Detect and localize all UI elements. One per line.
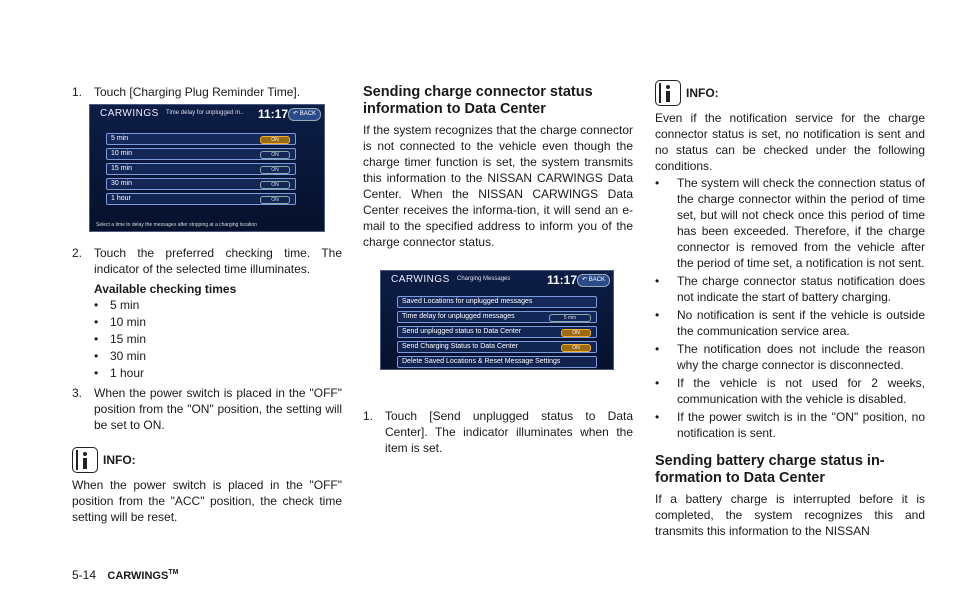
option-10-min[interactable] [106, 148, 296, 160]
value-badge: 5 min [549, 314, 591, 322]
column-middle [363, 84, 633, 250]
info-label: INFO: [103, 453, 136, 467]
column-left-lower [72, 245, 342, 525]
step-number: 1. [363, 409, 374, 423]
back-label: BACK [588, 277, 606, 283]
screen-subtitle: Charging Messages [457, 276, 511, 282]
list-item [655, 307, 925, 339]
step-2-touch-time [72, 245, 342, 277]
option-label: 15 min [111, 165, 133, 172]
list-item [655, 409, 925, 441]
screen-clock: 11:17 [547, 273, 578, 287]
screen-reminder-time [89, 104, 325, 232]
trademark: TM [168, 569, 179, 576]
indicator-icon: ON [260, 166, 290, 174]
step-1-send-unplugged [363, 408, 633, 456]
step-3-power-switch [72, 385, 342, 433]
screen-clock: 11:17 [258, 107, 289, 121]
back-label: BACK [299, 111, 317, 117]
list-item [655, 175, 925, 271]
info-text: Even if the notification service for the charge connector status is set, no notification is sent and no status can be checked under the following conditions. [655, 111, 925, 173]
option-30-min[interactable] [106, 178, 296, 190]
list-item [94, 365, 342, 381]
column-left [72, 84, 342, 100]
info-heading [655, 80, 925, 106]
menu-label: Time delay for unplugged messages [402, 313, 515, 320]
indicator-icon: ON [561, 344, 591, 352]
info-icon [655, 80, 681, 106]
indicator-icon: ON [561, 329, 591, 337]
screen-header [381, 271, 613, 289]
list-item-text: If the vehicle is not used for 2 weeks, communication with the vehicle is disabled. [677, 376, 925, 406]
screen-brand: CARWINGS [391, 274, 450, 285]
section-paragraph: If a battery charge is interrupted before it is completed, the system recognizes this and transmits this information to the NISSAN [655, 492, 925, 538]
available-times [72, 281, 342, 381]
list-item-text: 30 min [110, 349, 147, 363]
info-icon [72, 447, 98, 473]
available-heading: Available checking times [94, 282, 237, 296]
column-middle-lower [363, 408, 633, 456]
indicator-icon: ON [260, 151, 290, 159]
menu-time-delay[interactable] [397, 311, 597, 323]
menu-delete-reset[interactable] [397, 356, 597, 368]
column-right [655, 80, 925, 539]
indicator-icon: ON [260, 196, 290, 204]
option-15-min[interactable] [106, 163, 296, 175]
section-heading: Sending charge connector status information to Data Center [363, 84, 593, 117]
menu-send-charging[interactable] [397, 341, 597, 353]
list-item-text: 5 min [110, 298, 140, 312]
condition-list [655, 175, 925, 441]
list-item [655, 341, 925, 373]
screen-header [90, 105, 324, 123]
list-item [655, 273, 925, 305]
list-item-text: 15 min [110, 332, 147, 346]
option-label: 5 min [111, 135, 129, 142]
option-label: 10 min [111, 150, 133, 157]
step-number: 1. [72, 85, 83, 99]
info-text: When the power switch is placed in the "OFF" position from the "ACC" position, the check time setting will be reset. [72, 478, 342, 524]
option-5-min[interactable] [106, 133, 296, 145]
option-label: 30 min [111, 180, 133, 187]
section-paragraph: If the system recognizes that the charge connector is not connected to the vehicle even though the charge timer function is set, the system transmits this information to the NISSAN CARWINGS Data Center. When the NISSAN CARWINGS Data Center receives the informa-tion, it will send an e-mail to the specified address to inform you of the charge connector status. [363, 123, 633, 249]
info-heading [72, 447, 342, 473]
list-item-text: The charge connector status notification does not indicate the start of battery charging. [677, 274, 925, 304]
back-button[interactable]: ↶ BACK [288, 108, 321, 121]
back-button[interactable]: ↶ BACK [577, 274, 610, 287]
footer-brand: CARWINGS [107, 570, 169, 582]
list-item-text: 1 hour [110, 366, 145, 380]
step-text: When the power switch is placed in the "OFF" position from the "ON" position, the setting will be set to ON. [94, 386, 342, 432]
screen-hint: Select a time to delay the messages after stopping at a charging location [96, 222, 257, 228]
list-item [94, 297, 342, 313]
page-footer [72, 568, 178, 582]
info-label: INFO: [686, 86, 719, 100]
indicator-icon: ON [260, 136, 290, 144]
option-1-hour[interactable] [106, 193, 296, 205]
menu-label: Delete Saved Locations & Reset Message Settings [402, 358, 561, 365]
screen-subtitle: Time delay for unplugged m.. [166, 110, 244, 116]
step-number: 2. [72, 246, 83, 260]
list-item [94, 314, 342, 330]
list-item-text: The system will check the connection status of the charge connector within the period of time set, but will not check once this period of time has been exceeded. Therefore, if the charge connector is removed from the vehicle after the period of time set, a notification is not sent. [677, 176, 925, 270]
menu-label: Saved Locations for unplugged messages [402, 298, 533, 305]
list-item [655, 375, 925, 407]
menu-saved-locations[interactable] [397, 296, 597, 308]
list-item-text: If the power switch is in the "ON" position, no notification is sent. [677, 410, 925, 440]
menu-send-unplugged[interactable] [397, 326, 597, 338]
list-item-text: The notification does not include the reason why the charge connector is disconnected. [677, 342, 925, 372]
list-item-text: No notification is sent if the vehicle is outside the communication service area. [677, 308, 925, 338]
page-number: 5-14 [72, 568, 97, 582]
step-number: 3. [72, 386, 83, 400]
indicator-icon: ON [260, 181, 290, 189]
option-label: 1 hour [111, 195, 131, 202]
step-text: Touch [Charging Plug Reminder Time]. [94, 85, 301, 99]
list-item-text: 10 min [110, 315, 147, 329]
step-text: Touch the preferred checking time. The indicator of the selected time illuminates. [94, 246, 342, 276]
list-item [94, 348, 342, 364]
menu-label: Send unplugged status to Data Center [402, 328, 522, 335]
screen-charging-messages [380, 270, 614, 370]
step-text: Touch [Send unplugged status to Data Center]. The indicator illuminates when the item is set. [385, 409, 633, 455]
menu-label: Send Charging Status to Data Center [402, 343, 518, 350]
list-item [94, 331, 342, 347]
screen-brand: CARWINGS [100, 108, 159, 119]
section-heading: Sending battery charge status in-formation to Data Center [655, 453, 885, 486]
step-1-touch-reminder [72, 84, 342, 100]
